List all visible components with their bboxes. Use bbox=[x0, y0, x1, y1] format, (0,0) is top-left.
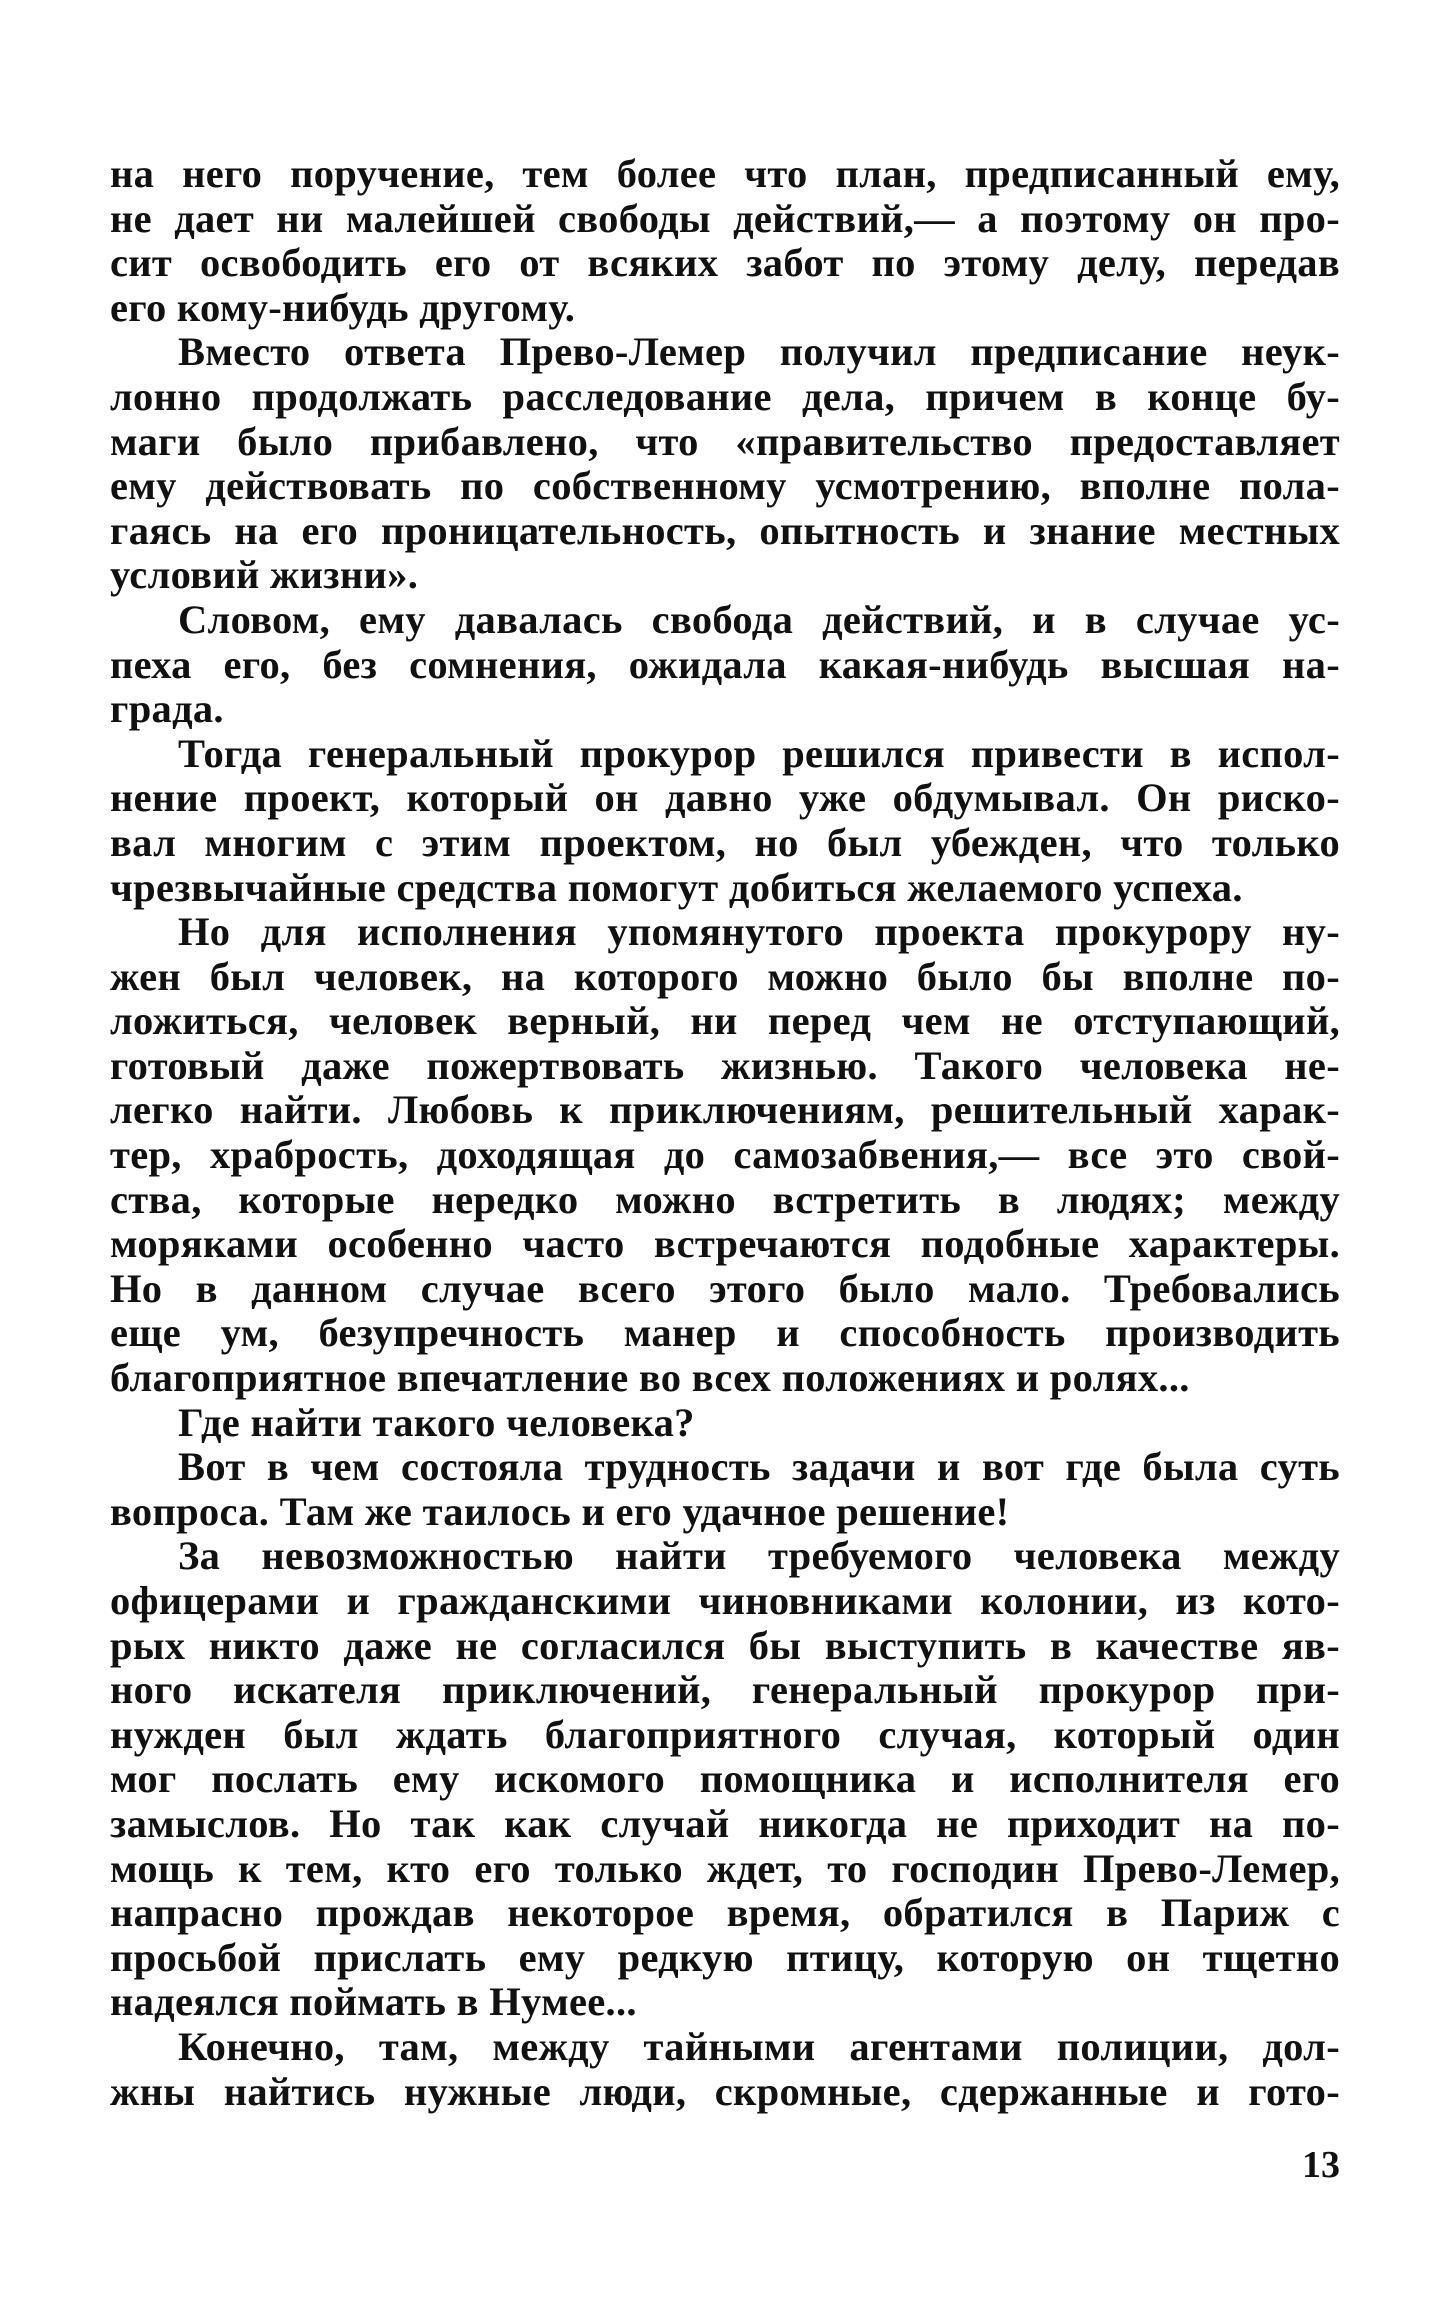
text-line: готовый даже пожертвовать жизнью. Такого человека не- bbox=[110, 1042, 1340, 1088]
paragraph bbox=[110, 1534, 1340, 2025]
text-line: сит освободить его от всяких забот по этому делу, передав bbox=[110, 240, 1340, 286]
text-line: ложиться, человек верный, ни перед чем не отступающий, bbox=[110, 998, 1340, 1044]
text-line: Вместо ответа Прево-Лемер получил предписание неук- bbox=[178, 329, 1340, 375]
paragraph bbox=[110, 732, 1340, 910]
text-line: Конечно, там, между тайными агентами полиции, дол- bbox=[178, 2023, 1340, 2069]
text-line: условий жизни». bbox=[110, 552, 419, 598]
text-line: ного искателя приключений, генеральный прокурор при- bbox=[110, 1667, 1340, 1713]
text-line: За невозможностью найти требуемого человека между bbox=[178, 1533, 1340, 1579]
text-line: вал многим с этим проектом, но был убежден, что только bbox=[110, 819, 1340, 865]
text-line: мощь к тем, кто его только ждет, то господин Прево-Лемер, bbox=[110, 1845, 1340, 1891]
paragraph bbox=[110, 2025, 1340, 2114]
text-line: Вот в чем состояла трудность задачи и вот где была суть bbox=[178, 1444, 1340, 1490]
text-line: Но в данном случае всего этого было мало. Требовались bbox=[110, 1265, 1340, 1311]
text-line: града. bbox=[110, 686, 224, 732]
text-line: рых никто даже не согласился бы выступить в качестве яв- bbox=[110, 1622, 1340, 1668]
text-line: жен был человек, на которого можно было бы вполне по- bbox=[110, 953, 1340, 999]
text-line: маги было прибавлено, что «правительство предоставляет bbox=[110, 418, 1340, 464]
text-line: тер, храбрость, доходящая до самозабвения,— все это свой- bbox=[110, 1132, 1340, 1178]
text-line: напрасно прождав некоторое время, обратился в Париж с bbox=[110, 1890, 1340, 1936]
text-line: Где найти такого человека? bbox=[178, 1399, 695, 1445]
text-line: Тогда генеральный прокурор решился привести в испол- bbox=[178, 730, 1340, 776]
text-line: Но для исполнения упомянутого проекта прокурору ну- bbox=[178, 909, 1340, 955]
page-number: 13 bbox=[1302, 2144, 1340, 2186]
paragraph bbox=[110, 1445, 1340, 1534]
page-body-text bbox=[110, 152, 1340, 2114]
text-line: на него поручение, тем более что план, предписанный ему, bbox=[110, 151, 1340, 196]
text-line: нужден был ждать благоприятного случая, который один bbox=[110, 1711, 1340, 1757]
text-line: еще ум, безупречность манер и способность производить bbox=[110, 1310, 1340, 1356]
text-line: гаясь на его проницательность, опытность и знание местных bbox=[110, 507, 1340, 553]
text-line: ему действовать по собственному усмотрению, вполне пола- bbox=[110, 463, 1340, 509]
text-line: моряками особенно часто встречаются подобные характеры. bbox=[110, 1221, 1340, 1267]
text-line: вопроса. Там же таилось и его удачное решение! bbox=[110, 1488, 1010, 1534]
text-line: жны найтись нужные люди, скромные, сдержанные и гото- bbox=[110, 2068, 1340, 2114]
text-line: офицерами и гражданскими чиновниками колонии, из кото- bbox=[110, 1578, 1340, 1623]
text-line: ства, которые нередко можно встретить в людях; между bbox=[110, 1176, 1340, 1222]
text-line: замыслов. Но так как случай никогда не приходит на по- bbox=[110, 1800, 1340, 1846]
text-line: надеялся поймать в Нумее... bbox=[110, 1979, 637, 2025]
text-line: лонно продолжать расследование дела, причем в конце бу- bbox=[110, 373, 1340, 419]
paragraph bbox=[110, 152, 1340, 330]
text-line: нение проект, который он давно уже обдумывал. Он риско- bbox=[110, 775, 1340, 821]
text-line: пеха его, без сомнения, ожидала какая-нибудь высшая на- bbox=[110, 641, 1340, 687]
text-line: мог послать ему искомого помощника и исполнителя его bbox=[110, 1756, 1340, 1802]
paragraph bbox=[110, 1401, 1340, 1446]
text-line: благоприятное впечатление во всех положениях и ролях... bbox=[110, 1355, 1190, 1401]
text-line: просьбой прислать ему редкую птицу, которую он тщетно bbox=[110, 1934, 1340, 1980]
text-line: Словом, ему давалась свобода действий, и в случае ус- bbox=[178, 596, 1340, 642]
text-line: легко найти. Любовь к приключениям, решительный харак- bbox=[110, 1087, 1340, 1133]
paragraph bbox=[110, 910, 1340, 1401]
paragraph bbox=[110, 598, 1340, 732]
paragraph bbox=[110, 330, 1340, 598]
text-line: чрезвычайные средства помогут добиться желаемого успеха. bbox=[110, 864, 1243, 910]
text-line: не дает ни малейшей свободы действий,— а поэтому он про- bbox=[110, 195, 1340, 241]
text-line: его кому-нибудь другому. bbox=[110, 284, 576, 330]
